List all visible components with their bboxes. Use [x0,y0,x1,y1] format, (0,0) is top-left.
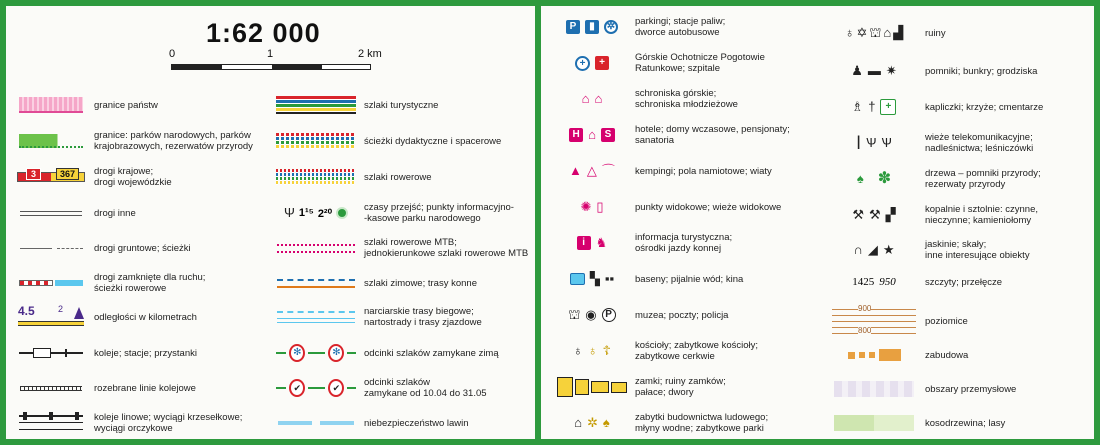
tent-field-icon: △ [586,163,597,178]
symbol-granice-panstw [16,92,86,118]
symbol-kapliczki [831,94,917,120]
symbol-kosodrzewina [831,410,917,436]
shelter-icon: ⌒ [601,163,615,178]
legend-zamki [557,374,827,400]
symbol-drogi-inne [16,200,86,226]
label-pomniki: pomniki; bunkry; grodziska [925,65,1038,77]
nature-monument-tree-icon: ♠ [856,171,864,186]
label-kosodrzewina: kosodrzewina; lasy [925,417,1006,429]
monument-icon: ♟ [851,63,863,78]
legend-parkingi [557,14,827,40]
symbol-przemyslowe [831,376,917,402]
symbol-lawiny [276,410,356,436]
church-icon: ♁ [573,343,583,358]
legend-szczyty [831,269,1091,295]
pump-room-icon: ▚ [589,271,600,286]
legend-rozebrane [16,375,266,401]
symbol-drzewa [831,166,917,192]
snowflake-closed-icon: ✻ [289,344,305,362]
shrine-icon: ♗ [851,99,864,114]
legend-hotele [557,122,827,148]
legend-drzewa [831,166,1091,192]
scale-label-0: 0 [169,48,176,60]
symbol-ruiny [831,20,917,46]
building-block-icon [848,352,855,359]
no-entry-bird-icon-2: ✔ [328,379,344,397]
legend-drogi-zamkniete [16,270,266,296]
sanatorium-icon: S [601,128,615,142]
label-koscioly: kościoły; zabytkowe kościoły; zabytkowe cerkwie [635,340,759,362]
contour-900: 900 [858,304,872,313]
label-gopr: Górskie Ochotnicze Pogotowie Ratunkowe; szpitale [635,52,765,74]
ruin-factory-icon: ▟ [893,25,904,40]
castle-ruin-icon [575,379,589,395]
legend-informacja [557,230,827,256]
legend-muzea [557,302,827,328]
label-szlaki-mtb: szlaki rowerowe MTB; jednokierunkowe szlaki rowerowe MTB [364,237,529,259]
label-zabudowa: zabudowa [925,349,969,361]
symbol-kopalnie [831,202,917,228]
legend-szlaki-rowerowe [276,164,535,190]
symbol-szlaki-mtb [276,235,356,261]
symbol-drogi-krajowe [16,164,86,190]
telecom-tower-icon: ǀ [856,133,861,153]
info-icon: i [577,236,591,250]
legend-przemyslowe [831,376,1091,402]
label-przemyslowe: obszary przemysłowe [925,383,1017,395]
time-1: 1¹⁵ [298,207,314,219]
post-office-icon: ◉ [585,307,597,322]
legend-koleje [16,340,266,366]
legend-kosodrzewina [831,410,1091,436]
historic-park-icon: ♠ [602,415,610,430]
ruin-house-icon: ⌂ [883,25,892,40]
legend-wieze [831,130,1091,156]
no-entry-bird-icon: ✔ [289,379,305,397]
symbol-sciezki-dydaktyczne [276,128,356,154]
symbol-zabudowa [831,342,917,368]
label-szlaki-zimowe: szlaki zimowe; trasy konne [364,277,477,289]
hotel-icon: H [569,128,583,142]
legend-drogi-inne [16,200,266,226]
symbol-informacja [557,230,627,256]
observation-tower-icon: ▯ [596,199,604,214]
label-muzea: muzea; poczty; policja [635,309,729,321]
label-odcinki-zima: odcinki szlaków zamykane zimą [364,347,499,359]
mountain-hut-icon: ⌂ [581,91,590,106]
bus-station-icon: ✲ [604,20,618,34]
label-poziomice: poziomice [925,315,968,327]
symbol-koscioly [557,338,627,364]
legend-szlaki-zimowe [276,270,535,296]
symbol-baseny [557,266,627,292]
hospital-icon: + [595,56,609,70]
legend-poziomice [831,304,1091,338]
symbol-muzea [557,302,627,328]
label-szlaki-rowerowe: szlaki rowerowe [364,171,432,183]
signpost-icon: Ψ [283,205,295,220]
label-drzewa: drzewa – pomniki przyrody; rezerwaty przyrody [925,168,1041,190]
label-drogi-gruntowe: drogi gruntowe; ścieżki [94,242,191,254]
cinema-icon: ▪▪ [604,271,615,286]
label-koleje: koleje; stacje; przystanki [94,347,197,359]
forest-district-icon: Ѱ [865,135,877,150]
label-odleglosci: odległości w kilometrach [94,311,197,323]
symbol-odcinki-daty [276,375,356,401]
symbol-wieze [831,130,917,156]
label-hotele: hotele; domy wczasowe, pensjonaty; sanatoria [635,124,790,146]
label-rozebrane: rozebrane linie kolejowe [94,382,196,394]
label-kapliczki: kapliczki; krzyże; cmentarze [925,101,1044,113]
label-baseny: baseny; pijalnie wód; kina [635,273,744,285]
symbol-narciarskie [276,304,356,330]
km-big: 4.5 [18,304,35,318]
label-jaskinie: jaskinie; skały; inne interesujące obiekty [925,239,1030,261]
label-narciarskie: narciarskie trasy biegowe; nartostrady i trasy zjazdowe [364,306,482,328]
legend-drogi-krajowe [16,164,266,190]
manor-icon [611,382,627,393]
hillfort-icon: ✷ [885,63,897,78]
legend-lawiny [276,410,535,436]
castle-icon [557,377,573,397]
label-granice-panstw: granice państw [94,99,158,111]
legend-czasy-przejsc [276,200,535,226]
building-block-icon-2 [859,352,865,358]
symbol-odleglosci [16,304,86,330]
legend-zabudowa [831,342,1091,368]
label-odcinki-daty: odcinki szlaków zamykane od 10.04 do 31.05 [364,377,487,399]
km-small: 2 [58,304,64,314]
cave-icon: ∩ [853,242,863,257]
viewpoint-icon: ✺ [580,199,592,214]
legend-koleje-linowe [16,410,266,436]
symbol-rozebrane [16,375,86,401]
quarry-icon: ▞ [885,207,896,222]
interesting-object-icon: ★ [882,242,895,257]
symbol-czasy-przejsc [276,200,356,226]
label-parkingi: parkingi; stacje paliw; dworce autobusowe [635,16,726,38]
camping-icon: ▲ [569,163,582,178]
symbol-odcinki-zima [276,340,356,366]
symbol-drogi-gruntowe [16,235,86,261]
pool-icon [570,273,585,285]
left-page [6,6,535,439]
legend-kempingi [557,158,827,184]
legend-odcinki-daty [276,375,535,401]
pass-elevation: 950 [879,276,896,288]
historic-church-icon: ♁ [587,343,598,358]
symbol-koleje-linowe [16,410,86,436]
rescue-icon: + [575,56,590,71]
scale-label-2km: 2 km [358,48,382,60]
building-block-icon-3 [869,352,875,358]
legend-gopr [557,50,827,76]
label-informacja: informacja turystyczna; ośrodki jazdy konnej [635,232,733,254]
parking-icon: P [566,20,580,34]
symbol-szlaki-zimowe [276,270,356,296]
fuel-icon: ▮ [585,20,599,34]
label-drogi-zamkniete: drogi zamknięte dla ruchu; ścieżki rowerowe [94,272,206,294]
label-widokowe: punkty widokowe; wieże widokowe [635,201,782,213]
label-schroniska: schroniska górskie; schroniska młodzieżowe [635,88,738,110]
legend-odleglosci [16,304,266,330]
ruin-church-icon: ♁ [844,25,855,40]
symbol-poziomice [831,304,917,338]
symbol-granice-parkow [16,128,86,154]
museum-icon: ⛫ [568,307,581,322]
police-icon: P [602,308,616,322]
symbol-pomniki [831,58,917,84]
contour-800: 800 [858,326,872,335]
scale-label-1: 1 [267,48,274,60]
legend-baseny [557,266,827,292]
peak-elevation: 1425 [852,276,875,288]
symbol-kempingi [557,158,627,184]
symbol-hotele [557,122,627,148]
time-2: 2²⁰ [317,207,333,220]
badge-regional-road: 367 [56,168,79,180]
legend-szlaki-turystyczne [276,92,535,118]
legend-granice-parkow [16,128,266,154]
cemetery-icon: + [880,99,896,115]
scale-title: 1:62 000 [206,18,321,48]
label-drogi-krajowe: drogi krajowe; drogi wojewódzkie [94,166,172,188]
holiday-house-icon: ⌂ [588,127,596,142]
legend-budownictwo [557,410,827,436]
label-budownictwo: zabytki budownictwa ludowego; młyny wodne; zabytkowe parki [635,412,769,434]
symbol-szlaki-rowerowe [276,164,356,190]
label-szlaki-turystyczne: szlaki turystyczne [364,99,439,111]
legend-drogi-gruntowe [16,235,266,261]
built-up-area-icon [879,349,901,361]
symbol-budownictwo [557,410,627,436]
legend-kopalnie [831,202,1091,228]
horse-riding-icon: ♞ [595,235,608,250]
active-mine-icon: ⚒ [852,207,864,222]
legend-granice-panstw [16,92,266,118]
rock-icon: ◢ [867,242,878,257]
symbol-szczyty [831,269,917,295]
scale-bar [171,64,371,70]
legend-schroniska [557,86,827,112]
label-szczyty: szczyty; przełęcze [925,276,1003,288]
symbol-koleje [16,340,86,366]
ruin-building-icon: ⛫ [869,25,882,40]
inactive-mine-icon: ⚒ [869,207,881,222]
orthodox-church-icon: ☦ [602,343,611,358]
forester-lodge-icon: Ѱ [881,135,892,150]
label-sciezki-dydaktyczne: ścieżki dydaktyczne i spacerowe [364,135,502,147]
snowflake-closed-icon-2: ✻ [328,344,344,362]
label-granice-parkow: granice: parków narodowych, parków krajobrazowych, rezerwatów przyrody [94,130,253,152]
bunker-icon: ▬ [867,63,881,78]
nature-reserve-icon: ✽ [877,170,892,187]
cross-icon: † [868,99,876,114]
symbol-zamki [557,374,627,400]
legend-pomniki [831,58,1091,84]
label-czasy-przejsc: czasy przejść; punkty informacyjno- -kasowe parku narodowego [364,202,514,224]
legend-widokowe [557,194,827,220]
legend-kapliczki [831,94,1091,120]
label-ruiny: ruiny [925,27,946,39]
label-koleje-linowe: koleje linowe; wyciągi krzesełkowe; wyciągi orczykowe [94,412,243,434]
symbol-jaskinie [831,237,917,263]
label-drogi-inne: drogi inne [94,207,136,219]
symbol-parkingi [557,14,627,40]
legend-koscioly [557,338,827,364]
label-kempingi: kempingi; pola namiotowe; wiaty [635,165,772,177]
legend-odcinki-zima [276,340,535,366]
symbol-gopr [557,50,627,76]
ruin-synagogue-icon: ✡ [856,25,868,40]
label-zamki: zamki; ruiny zamków; pałace; dwory [635,376,726,398]
legend-szlaki-mtb [276,235,535,261]
palace-icon [591,381,609,393]
symbol-widokowe [557,194,627,220]
info-point-icon [336,207,348,219]
badge-national-road: 3 [26,168,41,180]
label-wieze: wieże telekomunikacyjne; nadleśnictwa; leśniczówki [925,132,1034,154]
legend-ruiny [831,20,1091,46]
label-lawiny: niebezpieczeństwo lawin [364,417,469,429]
label-kopalnie: kopalnie i sztolnie: czynne, nieczynne; kamieniołomy [925,204,1039,226]
legend-sciezki-dydaktyczne [276,128,535,154]
symbol-szlaki-turystyczne [276,92,356,118]
legend-jaskinie [831,237,1091,263]
folk-building-icon: ⌂ [574,415,583,430]
legend-narciarskie [276,304,535,330]
symbol-schroniska [557,86,627,112]
right-page [541,6,1094,439]
symbol-drogi-zamkniete [16,270,86,296]
watermill-icon: ✲ [587,415,598,430]
youth-hostel-icon: ⌂ [594,91,603,106]
